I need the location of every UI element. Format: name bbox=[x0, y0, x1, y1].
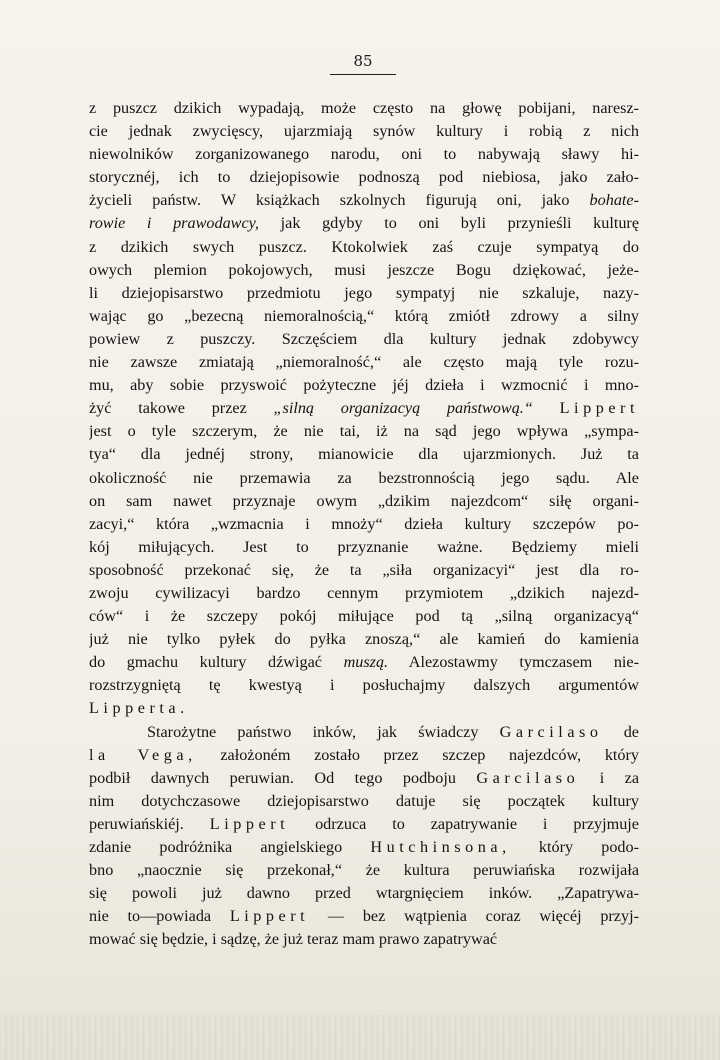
spaced-name: Lippert bbox=[209, 814, 290, 833]
text-line bbox=[89, 767, 639, 790]
spaced-name: la Vega, bbox=[89, 745, 197, 764]
text-run: zdanie podróżnika angielskiego bbox=[89, 838, 371, 856]
spaced-name: Hutchinsona, bbox=[370, 838, 511, 856]
text-run: on sam nawet przyznaje owym „dzikim najezdcom“ siłę organi- bbox=[89, 491, 639, 510]
text-line bbox=[89, 582, 639, 605]
text-run: nim dotychczasowe dziejopisarstwo datuje się początek kultury bbox=[89, 791, 639, 810]
text-run: Starożytne państwo inków, jak świadczy bbox=[147, 722, 500, 741]
text-line bbox=[89, 212, 639, 235]
text-line bbox=[89, 905, 639, 928]
text-run: odrzuca to zapatrywanie i przyjmuje bbox=[289, 814, 639, 833]
text-line bbox=[89, 328, 639, 351]
text-line bbox=[89, 628, 639, 651]
text-run: żyć takowe przez bbox=[89, 399, 274, 418]
text-line bbox=[89, 467, 639, 490]
text-line bbox=[89, 836, 639, 859]
text-run: założoném zostało przez szczep najezdców, który bbox=[196, 745, 639, 764]
text-run: zacyi,“ która „wzmacnia i mnoży“ dzieła kultury szczepów po- bbox=[89, 514, 639, 533]
text-line bbox=[89, 744, 639, 767]
text-line bbox=[89, 420, 639, 443]
text-line bbox=[89, 513, 639, 536]
text-line bbox=[89, 189, 639, 212]
spaced-name: Garcilaso bbox=[476, 768, 580, 787]
text-line bbox=[89, 490, 639, 513]
text-line bbox=[89, 120, 639, 143]
text-run: niewolników zorganizowanego narodu, oni to nabywają sławy hi- bbox=[89, 145, 639, 164]
text-line bbox=[89, 282, 639, 305]
text-run bbox=[533, 399, 560, 417]
text-run: podbił dawnych peruwian. Od tego podboju bbox=[89, 768, 477, 787]
text-run: wając go „bezecną niemoralnością,“ którą zmiótł zdrowy a silny bbox=[89, 306, 639, 325]
text-line bbox=[89, 605, 639, 628]
text-line bbox=[89, 721, 639, 744]
text-run: powiew z puszczy. Szczęściem dla kultury jednak zdobywcy bbox=[89, 329, 639, 348]
text-line bbox=[89, 790, 639, 813]
text-line bbox=[89, 259, 639, 282]
text-run: zwoju cywilizacyi bardzo cennym przymiotem „dzikich najezd- bbox=[89, 583, 639, 602]
text-run: jak gdyby to oni byli przynieśli kulturę bbox=[258, 214, 639, 233]
spaced-name: Garcilaso bbox=[499, 722, 603, 741]
text-run: peruwiańskiéj. bbox=[89, 814, 210, 833]
text-run: nie zawsze zmiatają „niemoralność,“ ale często mają tyle rozu- bbox=[89, 353, 639, 372]
text-line bbox=[89, 351, 639, 374]
text-run: ców“ i że szczepy pokój miłujące pod tą „silną organizacyą“ bbox=[89, 607, 639, 626]
text-line bbox=[89, 397, 639, 420]
text-line bbox=[89, 97, 639, 120]
italic-text: muszą. bbox=[343, 653, 389, 672]
text-line bbox=[89, 443, 639, 466]
text-run: — bez wątpienia coraz więcéj przyj- bbox=[309, 907, 639, 926]
text-line bbox=[89, 305, 639, 328]
text-run: się powoli już dawno przed wtargnięciem inków. „Zapatrywa- bbox=[89, 884, 639, 903]
text-run: owych plemion pokojowych, musi jeszcze Bogu dziękować, jeże- bbox=[89, 260, 639, 279]
text-run: z dzikich swych puszcz. Ktokolwiek zaś czuje sympatyą do bbox=[89, 237, 639, 256]
text-run: Alezostawmy tymczasem nie- bbox=[388, 653, 639, 672]
text-run: bno „naocznie się przekonał,“ że kultura peruwiańska rozwijała bbox=[89, 861, 639, 880]
text-run: storycznéj, ich to dziejopisowie podnoszą pod niebiosa, jako zało- bbox=[89, 168, 639, 187]
italic-text: rowie i prawodawcy, bbox=[89, 214, 259, 233]
scan-noise bbox=[0, 1015, 720, 1060]
text-line bbox=[89, 651, 639, 674]
page-number: 85 bbox=[330, 52, 396, 75]
text-run: cie jednak zwycięscy, ujarzmiają synów kultury i robią z nich bbox=[89, 122, 639, 141]
text-run: który podo- bbox=[510, 838, 639, 856]
text-line bbox=[89, 859, 639, 882]
text-run: sposobność przekonać się, że ta „siła organizacyi“ jest dla ro- bbox=[89, 560, 639, 579]
text-run: i za bbox=[579, 768, 639, 787]
text-line bbox=[89, 374, 639, 397]
spaced-name: Lippert bbox=[559, 399, 639, 418]
text-run: mu, aby sobie przyswoić pożyteczne jéj dzieła i wzmocnić i mno- bbox=[89, 376, 639, 395]
text-line bbox=[89, 166, 639, 189]
text-line bbox=[89, 143, 639, 166]
text-run: rozstrzygniętą tę kwestyą i posłuchajmy dalszych argumentów bbox=[89, 676, 639, 695]
italic-text: „silną organizacyą państwową.“ bbox=[273, 399, 533, 418]
text-run: okoliczność nie przemawia za bezstronnością jego sądu. Ale bbox=[89, 468, 639, 487]
text-line bbox=[89, 813, 639, 836]
text-line bbox=[89, 928, 639, 951]
text-line bbox=[89, 536, 639, 559]
text-run: kój miłujących. Jest to przyznanie ważne. Będziemy mieli bbox=[89, 537, 639, 556]
text-line bbox=[89, 559, 639, 582]
spaced-name: Lippert bbox=[229, 907, 310, 926]
text-run: do gmachu kultury dźwigać bbox=[89, 653, 344, 672]
text-line bbox=[89, 697, 639, 720]
text-line bbox=[89, 674, 639, 697]
text-run: tya“ dla jednéj strony, mianowicie dla ujarzmionych. Już ta bbox=[89, 445, 639, 464]
text-line bbox=[89, 236, 639, 259]
text-run: już nie tylko pyłek do pyłka znoszą,“ ale kamień do kamienia bbox=[89, 630, 639, 649]
italic-text: bohate- bbox=[589, 191, 639, 210]
text-run: li dziejopisarstwo przedmiotu jego sympatyj nie szkaluje, nazy- bbox=[89, 283, 639, 302]
text-run: życieli państw. W książkach szkolnych figurują oni, jako bbox=[89, 191, 590, 210]
spaced-name: Lipperta. bbox=[89, 699, 189, 718]
text-run: de bbox=[602, 722, 639, 741]
text-run: z puszcz dzikich wypadają, może często na głowę pobijani, naresz- bbox=[89, 99, 639, 117]
body-text bbox=[89, 97, 639, 951]
text-run: jest o tyle szczerym, że nie tai, iż na sąd jego wpływa „sympa- bbox=[89, 422, 639, 441]
text-run: mować się będzie, i sądzę, że już teraz mam prawo zapatrywać bbox=[89, 930, 498, 949]
text-run: nie to—powiada bbox=[89, 907, 230, 926]
text-line bbox=[89, 882, 639, 905]
